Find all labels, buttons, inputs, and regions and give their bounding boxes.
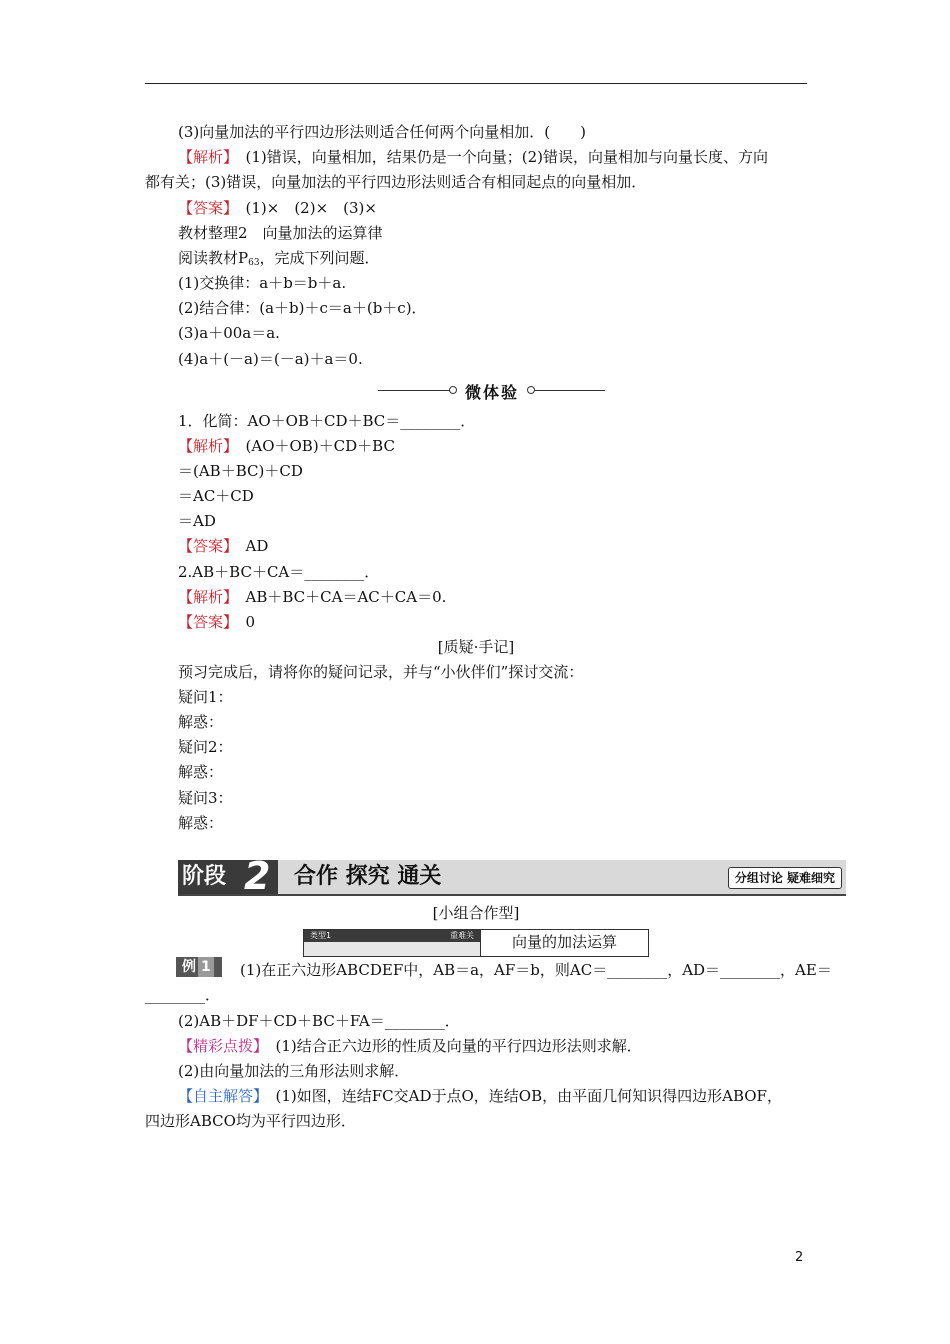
stage-subtitle: 分组讨论 疑难细究 xyxy=(728,867,842,889)
text-line: 教材整理2 向量加法的运算律 xyxy=(178,224,383,242)
type-title: 向量的加法运算 xyxy=(511,933,617,951)
analysis-text: (1)错误，向量相加，结果仍是一个向量；(2)错误，向量相加与向量长度、方向 xyxy=(230,148,769,166)
note-line: 解惑： xyxy=(178,814,224,832)
answer-tag: 【答案】 xyxy=(178,537,231,555)
answer-line xyxy=(178,612,255,632)
stage-number: 2 xyxy=(244,854,271,898)
analysis-line xyxy=(178,436,395,456)
note-line: 解惑： xyxy=(178,713,224,731)
question-1: 1．化简：AO＋OB＋CD＋BC＝________． xyxy=(178,412,476,430)
text-line: (3)a＋00a＝a. xyxy=(178,324,280,342)
answer-tag: 【答案】 xyxy=(178,199,231,217)
page-number: 2 xyxy=(795,1250,804,1265)
notes-intro: 预习完成后，请将你的疑问记录，并与“小伙伴们”探讨交流： xyxy=(178,663,584,681)
stage-banner xyxy=(178,854,846,898)
example-tag xyxy=(176,957,222,977)
text-part: ，完成下列问题． xyxy=(259,249,380,267)
stage-label-text: 阶段 xyxy=(182,864,227,889)
text-line: ＝AD xyxy=(178,512,216,530)
header-rule xyxy=(145,83,807,84)
analysis-text: AB＋BC＋CA＝AC＋CA＝0. xyxy=(230,588,447,606)
divider-right xyxy=(535,390,605,391)
analysis-line xyxy=(178,587,446,607)
divider-dot xyxy=(449,386,457,394)
analysis-tag: 【解析】 xyxy=(178,148,231,166)
text-line: (1)交换律：a＋b＝b＋a. xyxy=(178,274,347,292)
answer-line xyxy=(178,536,268,556)
divider-left xyxy=(378,390,450,391)
section-title: 微体验 xyxy=(464,383,519,402)
solution-line xyxy=(178,1086,782,1106)
answer-text: (1)× (2)× (3)× xyxy=(230,199,377,217)
type-box xyxy=(303,929,649,957)
text-line: (4)a＋(－a)＝(－a)＋a＝0. xyxy=(178,350,363,368)
example-number: 1 xyxy=(198,957,214,977)
type-level: 重难关 xyxy=(450,931,474,940)
text-line: (2)由向量加法的三角形法则求解． xyxy=(178,1062,410,1080)
example-line: (1)在正六边形ABCDEF中，AB＝a，AF＝b，则AC＝________，AD＝________，AE＝ xyxy=(240,961,832,979)
stage-title: 合作 探究 通关 xyxy=(294,864,442,889)
hint-text: (1)结合正六边形的性质及向量的平行四边形法则求解． xyxy=(260,1037,642,1055)
analysis-text: (AO＋OB)＋CD＋BC xyxy=(230,437,395,455)
text-line: ＝AC＋CD xyxy=(178,487,254,505)
text-line: (3)向量加法的平行四边形法则适合任何两个向量相加．( ) xyxy=(178,123,586,141)
text-line: 四边形ABCO均为平行四边形． xyxy=(145,1112,356,1130)
hint-line xyxy=(178,1036,642,1056)
answer-text: AD xyxy=(230,537,269,555)
analysis-tag: 【解析】 xyxy=(178,588,231,606)
hint-tag: 【精彩点拨】 xyxy=(178,1037,261,1055)
divider-dot xyxy=(527,386,535,394)
analysis-line xyxy=(178,147,768,167)
text-line: (2)结合律：(a＋b)＋c＝a＋(b＋c)． xyxy=(178,299,427,317)
note-line: 解惑： xyxy=(178,763,224,781)
text-line: ＝(AB＋BC)＋CD xyxy=(178,462,303,480)
solution-text: (1)如图，连结FC交AD于点O，连结OB，由平面几何知识得四边形ABOF， xyxy=(260,1087,782,1105)
text-line: 都有关；(3)错误，向量加法的平行四边形法则适合有相同起点的向量相加． xyxy=(145,173,647,191)
example-line: (2)AB＋DF＋CD＋BC＋FA＝________． xyxy=(178,1012,460,1030)
example-line: ________． xyxy=(145,986,221,1004)
example-tag-text: 例 xyxy=(182,959,196,975)
note-line: 疑问3： xyxy=(178,789,233,807)
answer-text: 0 xyxy=(230,613,256,631)
answer-tag: 【答案】 xyxy=(178,613,231,631)
analysis-tag: 【解析】 xyxy=(178,437,231,455)
subscript: 63 xyxy=(248,258,260,268)
text-part: 阅读教材P xyxy=(178,249,249,267)
type-label: 类型1 xyxy=(310,931,332,940)
notes-title: [质疑·手记] xyxy=(437,638,515,656)
type-box-band-light xyxy=(304,942,480,956)
group-type-title: [小组合作型] xyxy=(432,904,520,922)
note-line: 疑问1： xyxy=(178,688,233,706)
answer-line xyxy=(178,198,377,218)
solution-tag: 【自主解答】 xyxy=(178,1087,261,1105)
note-line: 疑问2： xyxy=(178,738,233,756)
question-2: 2.AB＋BC＋CA＝________． xyxy=(178,563,380,581)
text-line xyxy=(178,248,380,273)
